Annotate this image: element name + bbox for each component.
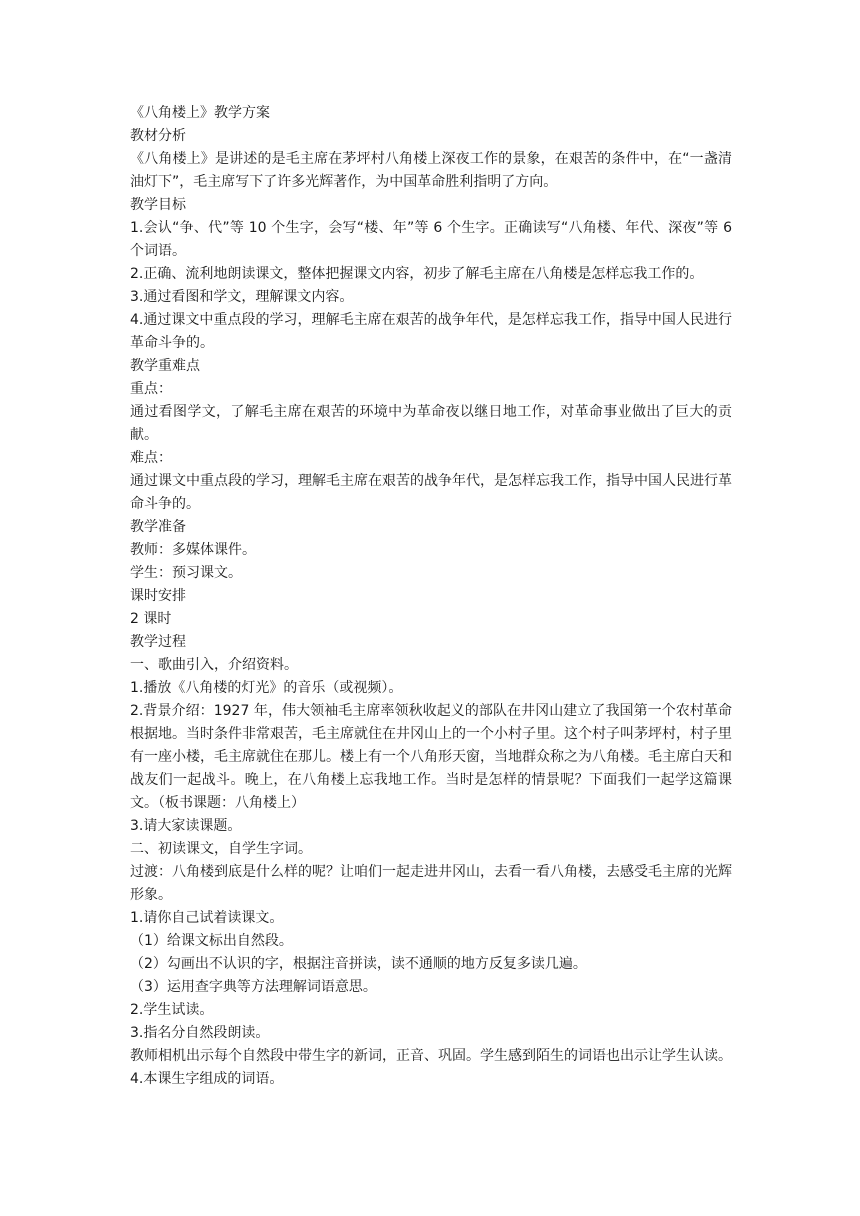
list-item: 1.播放《八角楼的灯光》的音乐（或视频）。 (130, 680, 403, 696)
paragraph: 教师：多媒体课件。 (130, 542, 256, 558)
paragraph: 教师相机出示每个自然段中带生字的新词，正音、巩固。学生感到陌生的词语也出示让学生认读。 (130, 1048, 732, 1064)
list-item: 3.指名分自然段朗读。 (130, 1025, 270, 1041)
list-item: 1.会认“争、代”等 10 个生字，会写“楼、年”等 6 个生字。正确读写“八角楼、年代、深夜”等 6 个词语。 (130, 220, 732, 259)
list-item: 4.本课生字组成的词语。 (130, 1071, 284, 1087)
step-heading: 二、初读课文，自学生字词。 (130, 841, 312, 857)
document-page (130, 102, 732, 1091)
section-heading: 课时安排 (130, 588, 186, 604)
list-item: 2.学生试读。 (130, 1002, 214, 1018)
step-heading: 一、歌曲引入，介绍资料。 (130, 657, 298, 673)
sub-list-item: （2）勾画出不认识的字，根据注音拼读，读不通顺的地方反复多读几遍。 (130, 956, 587, 972)
list-item: 4.通过课文中重点段的学习，理解毛主席在艰苦的战争年代，是怎样忘我工作，指导中国人民进行革命斗争的。 (130, 312, 732, 351)
list-item: 2.正确、流利地朗读课文，整体把握课文内容，初步了解毛主席在八角楼是怎样忘我工作的。 (130, 266, 704, 282)
document-title: 《八角楼上》教学方案 (130, 105, 270, 121)
sub-heading: 重点： (130, 381, 172, 397)
list-item: 2.背景介绍：1927 年，伟大领袖毛主席率领秋收起义的部队在井冈山建立了我国第一个农村革命根据地。当时条件非常艰苦，毛主席就住在井冈山上的一个小村子里。这个村子叫茅坪村，村子里有一座小楼，毛主席就住在那儿。楼上有一个八角形天窗，当地群众称之为八角楼。毛主席白天和战友们一起战斗。晚上，在八角楼上忘我地工作。当时是怎样的情景呢？下面我们一起学这篇课文。（板书课题：八角楼上） (130, 703, 732, 811)
section-heading: 教学重难点 (130, 358, 200, 374)
paragraph: 过渡：八角楼到底是什么样的呢？让咱们一起走进井冈山，去看一看八角楼，去感受毛主席的光辉形象。 (130, 864, 732, 903)
list-item: 3.请大家读课题。 (130, 818, 242, 834)
paragraph: 《八角楼上》是讲述的是毛主席在茅坪村八角楼上深夜工作的景象，在艰苦的条件中，在“一盏清油灯下”，毛主席写下了许多光辉著作，为中国革命胜利指明了方向。 (130, 151, 732, 190)
list-item: 1.请你自己试着读课文。 (130, 910, 284, 926)
sub-list-item: （1）给课文标出自然段。 (130, 933, 293, 949)
sub-heading: 难点： (130, 450, 172, 466)
list-item: 3.通过看图和学文，理解课文内容。 (130, 289, 354, 305)
section-heading: 教材分析 (130, 128, 186, 144)
sub-list-item: （3）运用查字典等方法理解词语意思。 (130, 979, 377, 995)
paragraph: 学生：预习课文。 (130, 565, 242, 581)
section-heading: 教学过程 (130, 634, 186, 650)
section-heading: 教学准备 (130, 519, 186, 535)
section-heading: 教学目标 (130, 197, 186, 213)
paragraph: 通过看图学文，了解毛主席在艰苦的环境中为革命夜以继日地工作，对革命事业做出了巨大的贡献。 (130, 404, 732, 443)
paragraph: 通过课文中重点段的学习，理解毛主席在艰苦的战争年代，是怎样忘我工作，指导中国人民进行革命斗争的。 (130, 473, 732, 512)
paragraph: 2 课时 (130, 611, 172, 627)
